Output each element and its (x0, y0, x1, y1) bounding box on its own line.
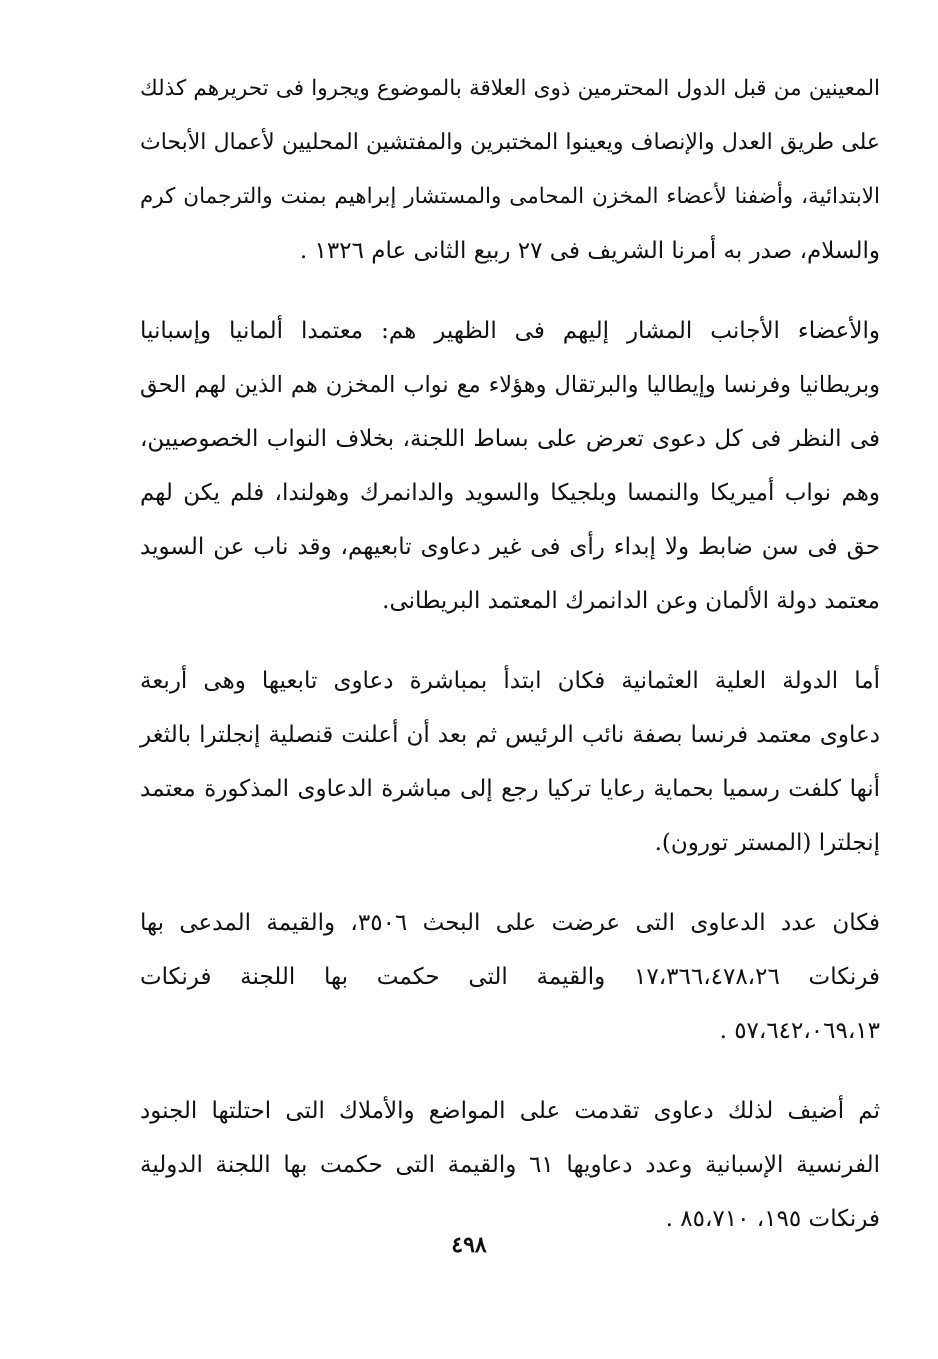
text-line: فرنكات ١٧،٣٦٦،٤٧٨،٢٦ والقيمة التى حكمت بها اللجنة فرنكات (140, 964, 880, 990)
paragraph-1 (140, 62, 880, 278)
paragraph-3 (140, 654, 880, 870)
text-line: فكان عدد الدعاوى التى عرضت على البحث ٣٥٠٦، والقيمة المدعى بها (140, 910, 880, 936)
page-number: ٤٩٨ (451, 1232, 487, 1258)
text-line: فى النظر فى كل دعوى تعرض على بساط اللجنة، بخلاف النواب الخصوصيين، (140, 426, 880, 452)
text-line: الفرنسية الإسبانية وعدد دعاويها ٦١ والقيمة التى حكمت بها اللجنة الدولية (140, 1152, 880, 1178)
text-line: أما الدولة العلية العثمانية فكان ابتدأ بمباشرة دعاوى تابعيها وهى أربعة (140, 668, 880, 694)
text-line: وبريطانيا وفرنسا وإيطاليا والبرتقال وهؤلاء مع نواب المخزن هم الذين لهم الحق (140, 372, 880, 398)
paragraph-5 (140, 1084, 880, 1246)
text-line: ثم أضيف لذلك دعاوى تقدمت على المواضع والأملاك التى احتلتها الجنود (140, 1098, 880, 1124)
text-line: والأعضاء الأجانب المشار إليهم فى الظهير هم: معتمدا ألمانيا وإسبانيا (140, 318, 880, 344)
text-line: فرنكات ١٩٥، ٨٥،٧١٠ . (665, 1206, 880, 1232)
text-line: أنها كلفت رسميا بحماية رعايا تركيا رجع إلى مباشرة الدعاوى المذكورة معتمد (140, 776, 880, 802)
paragraph-4 (140, 896, 880, 1058)
document-body (140, 62, 880, 1272)
text-line: معتمد دولة الألمان وعن الدانمرك المعتمد البريطانى. (382, 588, 880, 614)
text-line: ٥٧،٦٤٢،٠٦٩،١٣ . (719, 1018, 880, 1044)
text-line: إنجلترا (المستر تورون). (654, 830, 880, 856)
text-line: وهم نواب أميريكا والنمسا وبلجيكا والسويد والدانمرك وهولندا، فلم يكن لهم (140, 480, 881, 506)
text-line: المعينين من قبل الدول المحترمين ذوى العلاقة بالموضوع ويجروا فى تحريرهم كذلك (140, 76, 880, 101)
text-line: حق فى سن ضابط ولا إبداء رأى فى غير دعاوى تابعيهم، وقد ناب عن السويد (140, 534, 880, 560)
text-line: على طريق العدل والإنصاف ويعينوا المختبرين والمفتشين المحليين لأعمال الأبحاث (140, 130, 880, 155)
text-line: والسلام، صدر به أمرنا الشريف فى ٢٧ ربيع الثانى عام ١٣٢٦ . (299, 238, 880, 264)
text-line: دعاوى معتمد فرنسا بصفة نائب الرئيس ثم بعد أن أعلنت قنصلية إنجلترا بالثغر (140, 722, 880, 748)
paragraph-2 (140, 304, 880, 628)
text-line: الابتدائية، وأضفنا لأعضاء المخزن المحامى والمستشار إبراهيم بمنت والترجمان كرم (140, 184, 880, 209)
